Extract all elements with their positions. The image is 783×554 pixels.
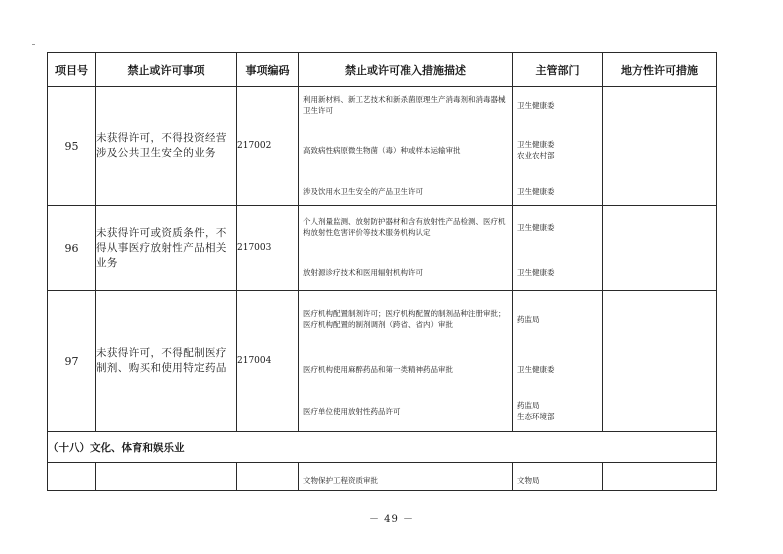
row-measures [299, 87, 513, 206]
header-item-no: 项目号 [48, 53, 96, 87]
measure-dept: 卫生健康委 [517, 267, 555, 277]
row-departments [513, 463, 603, 491]
row-code: 217002 [237, 87, 299, 206]
measure-dept: 卫生健康委 农业农村部 [517, 140, 555, 160]
row-code: 217003 [237, 206, 299, 291]
row-number: 96 [48, 206, 96, 291]
row-local-measure [603, 206, 717, 291]
row-measures [299, 291, 513, 432]
row-code [237, 463, 299, 491]
row-measures [299, 463, 513, 491]
measure-desc: 个人剂量监测、放射防护器材和含有放射性产品检测、医疗机构放射性危害评价等技术服务机构认定 [303, 217, 506, 237]
row-local-measure [603, 463, 717, 491]
table-row [48, 291, 717, 432]
measure-dept: 文物局 [517, 476, 540, 485]
header-item: 禁止或许可事项 [96, 53, 237, 87]
table-row [48, 463, 717, 491]
row-code: 217004 [237, 291, 299, 432]
measure-desc: 高致病性病原微生物菌（毒）种或样本运输审批 [303, 145, 461, 155]
scan-mark [32, 44, 35, 45]
row-local-measure [603, 291, 717, 432]
row-departments [513, 206, 603, 291]
measure-desc: 利用新材料、新工艺技术和新杀菌原理生产消毒剂和消毒器械卫生许可 [303, 95, 506, 115]
header-measure: 禁止或许可准入措施描述 [299, 53, 513, 87]
measure-desc: 涉及饮用水卫生安全的产品卫生许可 [303, 186, 423, 196]
row-item [96, 463, 237, 491]
measure-dept: 药监局 生态环境部 [517, 401, 555, 421]
table-row [48, 206, 717, 291]
section-row [48, 432, 717, 463]
measure-dept: 卫生健康委 [517, 100, 555, 110]
section-title: （十八）文化、体育和娱乐业 [48, 432, 717, 463]
measure-desc: 医疗单位使用放射性药品许可 [303, 406, 401, 416]
header-local: 地方性许可措施 [603, 53, 717, 87]
measure-dept: 卫生健康委 [517, 186, 555, 196]
permit-table [47, 52, 717, 491]
header-code: 事项编码 [237, 53, 299, 87]
measure-desc: 放射源诊疗技术和医用辐射机构许可 [303, 267, 423, 277]
row-item: 未获得许可或资质条件，不得从事医疗放射性产品相关业务 [96, 206, 237, 291]
measure-dept: 卫生健康委 [517, 364, 555, 374]
header-row [48, 53, 717, 87]
row-departments [513, 291, 603, 432]
measure-desc: 文物保护工程资质审批 [303, 476, 378, 485]
row-item: 未获得许可，不得配制医疗制剂、购买和使用特定药品 [96, 291, 237, 432]
row-measures [299, 206, 513, 291]
measure-desc: 医疗机构使用麻醉药品和第一类精神药品审批 [303, 364, 453, 374]
measure-desc: 医疗机构配置制剂许可；医疗机构配置的制剂品种注册审批；医疗机构配置的制剂调剂（跨省、省内）审批 [303, 309, 506, 329]
measure-dept: 药监局 [517, 314, 540, 324]
row-local-measure [603, 87, 717, 206]
header-dept: 主管部门 [513, 53, 603, 87]
row-number [48, 463, 96, 491]
row-number: 97 [48, 291, 96, 432]
table-row [48, 87, 717, 206]
row-number: 95 [48, 87, 96, 206]
row-departments [513, 87, 603, 206]
measure-dept: 卫生健康委 [517, 222, 555, 232]
page-number: － 49 － [368, 514, 415, 525]
row-item: 未获得许可，不得投资经营涉及公共卫生安全的业务 [96, 87, 237, 206]
